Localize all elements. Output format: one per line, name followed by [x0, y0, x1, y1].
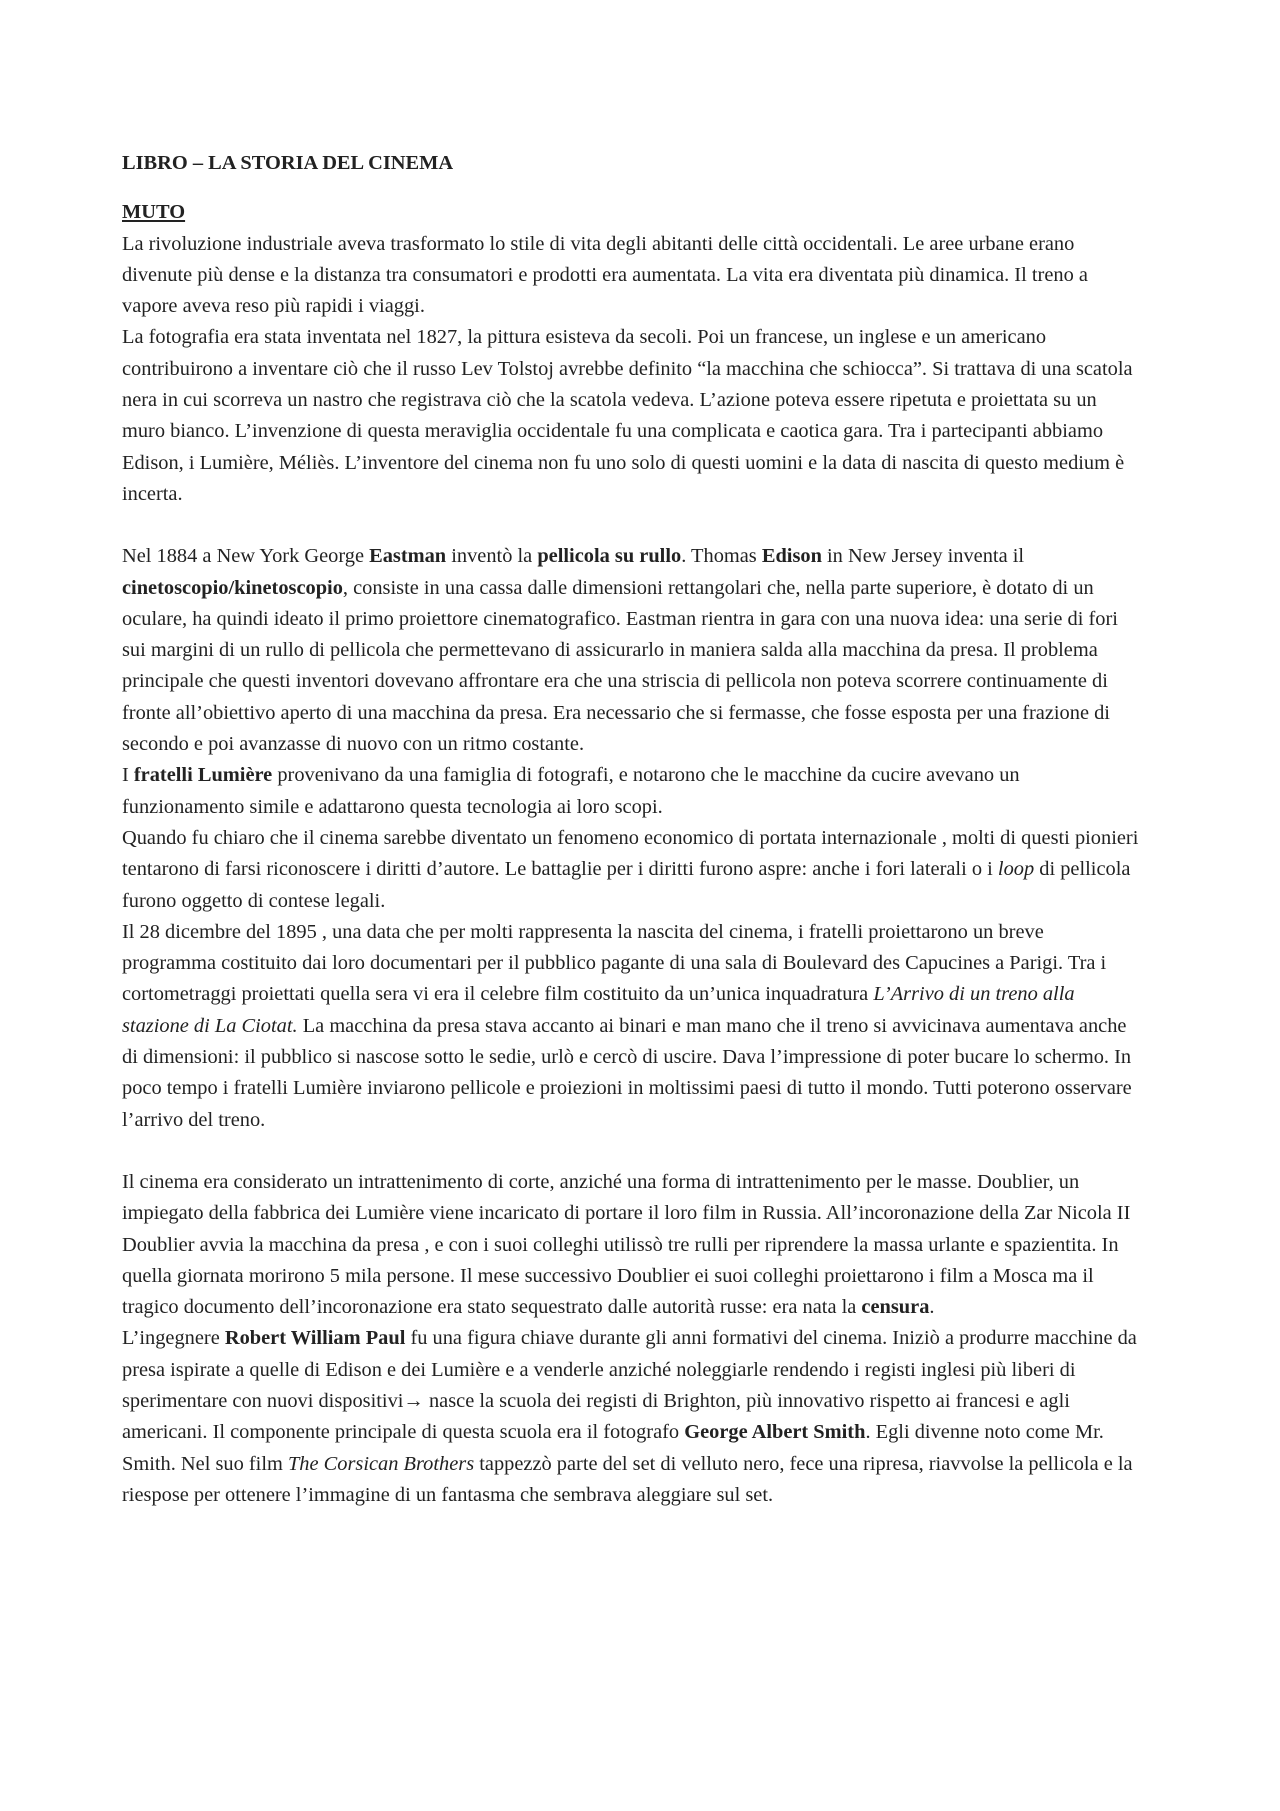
paragraph-industrial-revolution: La rivoluzione industriale aveva trasformato lo stile di vita degli abitanti delle città occidentali. Le aree urbane erano divenute più dense e la distanza tra consumatori e prodotti era aumentata. La vita era diventata più dinamica. Il treno a vapore aveva reso più rapidi i viaggi. — [122, 232, 1088, 318]
text-run: I — [122, 764, 134, 787]
text-run: tappezzò parte del set di velluto nero, fece una ripresa, riavvolse la pellicola e la riespose per ottenere l’immagine di un fantasma che sembrava aleggiare sul set. — [122, 1452, 1133, 1506]
text-run: Quando fu chiaro che il cinema sarebbe diventato un fenomeno economico di portata internazionale , molti di questi pionieri tentarono di farsi riconoscere i diritti d’autore. Le battaglie per i diritti furono aspre: anche i fori laterali o i — [122, 826, 1139, 881]
section-heading: MUTO — [122, 201, 186, 224]
italic-loop: loop — [997, 858, 1035, 881]
italic-film-title: L’Arrivo di un treno alla stazione di La Ciotat. — [122, 983, 1075, 1037]
text-run: Il cinema era considerato un intrattenimento di corte, anziché una forma di intrattenimento per le masse. Doublier, un impiegato della fabbrica dei Lumière viene incaricato di portare il loro film in Russia. All’incoronazione della Zar Nicola II Doublier avvia la macchina da presa , e con i suoi colleghi utilissò tre rulli per riprendere la massa urlante e spazientita. In quella giornata morirono 5 mila persone. Il mese successivo Doublier ei suoi colleghi proiettarono i film a Mosca ma il tragico documento dell’incoronazione era stato sequestrato dalle autorità russe: era nata la — [122, 1170, 1131, 1319]
text-run: Nel 1884 a New York George — [122, 545, 370, 568]
bold-censura: censura — [861, 1296, 930, 1319]
bold-pellicola: pellicola su rullo — [537, 545, 682, 568]
text-run: in New Jersey inventa il — [821, 545, 1025, 568]
bold-fratelli-lumiere: fratelli Lumière — [133, 764, 273, 787]
arrow-right-icon: → — [403, 1389, 424, 1412]
text-run: provenivano da una famiglia di fotografi, e notarono che le macchine da cucire avevano un funzionamento simile e adattarono questa tecnologia ai loro scopi. — [122, 764, 1020, 818]
paragraph-spacer — [122, 510, 1142, 541]
bold-eastman: Eastman — [369, 545, 447, 568]
italic-corsican-brothers: The Corsican Brothers — [287, 1452, 475, 1475]
paragraph-spacer — [122, 1136, 1142, 1167]
text-run: Il 28 dicembre del 1895 , una data che per molti rappresenta la nascita del cinema, i fratelli proiettarono un breve programma costituito dai loro documentari per il pubblico pagante di una sala di Boulevard des Capucines a Parigi. Tra i cortometraggi proiettati quella sera vi era il celebre film costituito da un’unica inquadratura — [122, 920, 1107, 1006]
text-run: . Thomas — [681, 545, 762, 568]
bold-cinetoscopio: cinetoscopio/kinetoscopio — [122, 576, 343, 599]
bold-edison: Edison — [761, 545, 822, 568]
document-body — [122, 148, 1142, 1511]
text-run: inventò la — [446, 545, 538, 568]
bold-george-albert-smith: George Albert Smith — [684, 1421, 866, 1444]
text-run: nasce la scuola dei registi di Brighton, più innovativo rispetto ai francesi e agli americani. Il componente principale di questa scuola era il fotografo — [122, 1389, 1070, 1444]
text-run: L’ingegnere — [122, 1327, 225, 1350]
paragraph-copyright-battles — [122, 823, 1142, 917]
text-run: di pellicola furono oggetto di contese legali. — [122, 858, 1131, 912]
paragraph-lumiere-brothers — [122, 760, 1142, 823]
text-run: fu una figura chiave durante gli anni formativi del cinema. Iniziò a produrre macchine da presa ispirate a quelle di Edison e dei Lumière e a venderle anziché noleggiarle rendendo i registi inglesi più liberi di sperimentare con nuovi dispositivi — [122, 1327, 1137, 1412]
document-title: LIBRO – LA STORIA DEL CINEMA — [122, 152, 454, 174]
text-run: . Egli divenne noto come Mr. Smith. Nel suo film — [122, 1421, 1104, 1475]
paragraph-robert-william-paul — [122, 1323, 1142, 1511]
paragraph-doublier-russia — [122, 1167, 1142, 1323]
text-run: La macchina da presa stava accanto ai binari e man mano che il treno si avvicinava aumentava anche di dimensioni: il pubblico si nascose sotto le sedie, urlò e cercò di uscire. Dava l’impressione di poter bucare lo schermo. In poco tempo i fratelli Lumière inviarono pellicole e proiezioni in moltissimi paesi di tutto il mondo. Tutti poterono osservare l’arrivo del treno. — [122, 1014, 1132, 1131]
text-run: , consiste in una cassa dalle dimensioni rettangolari che, nella parte superiore, è dotato di un oculare, ha quindi ideato il primo proiettore cinematografico. Eastman rientra in gara con una nuova idea: una serie di fori sui margini di un rullo di pellicola che permettevano di assicurarlo in maniera salda alla macchina da presa. Il problema principale che questi inventori dovevano affrontare era che una striscia di pellicola non poteva scorrere continuamente di fronte all’obiettivo aperto di una macchina da presa. Era necessario che si fermasse, che fosse esposta per una frazione di secondo e poi avanzasse di nuovo con un ritmo costante. — [122, 576, 1118, 756]
text-run: . — [929, 1296, 935, 1319]
bold-robert-william-paul: Robert William Paul — [224, 1327, 406, 1350]
paragraph-first-screening — [122, 917, 1142, 1136]
paragraph-photography-invention: La fotografia era stata inventata nel 1827, la pittura esisteva da secoli. Poi un francese, un inglese e un americano contribuirono a inventare ciò che il russo Lev Tolstoj avrebbe definito “la macchina che schiocca”. Si trattava di una scatola nera in cui scorreva un nastro che registrava ciò che la scatola vedeva. L’azione poteva essere ripetuta e proiettata su un muro bianco. L’invenzione di questa meraviglia occidentale fu una complicata e caotica gara. Tra i partecipanti abbiamo Edison, i Lumière, Méliès. L’inventore del cinema non fu uno solo di questi uomini e la data di nascita di questo medium è incerta. — [122, 326, 1133, 505]
paragraph-eastman-edison — [122, 541, 1142, 760]
